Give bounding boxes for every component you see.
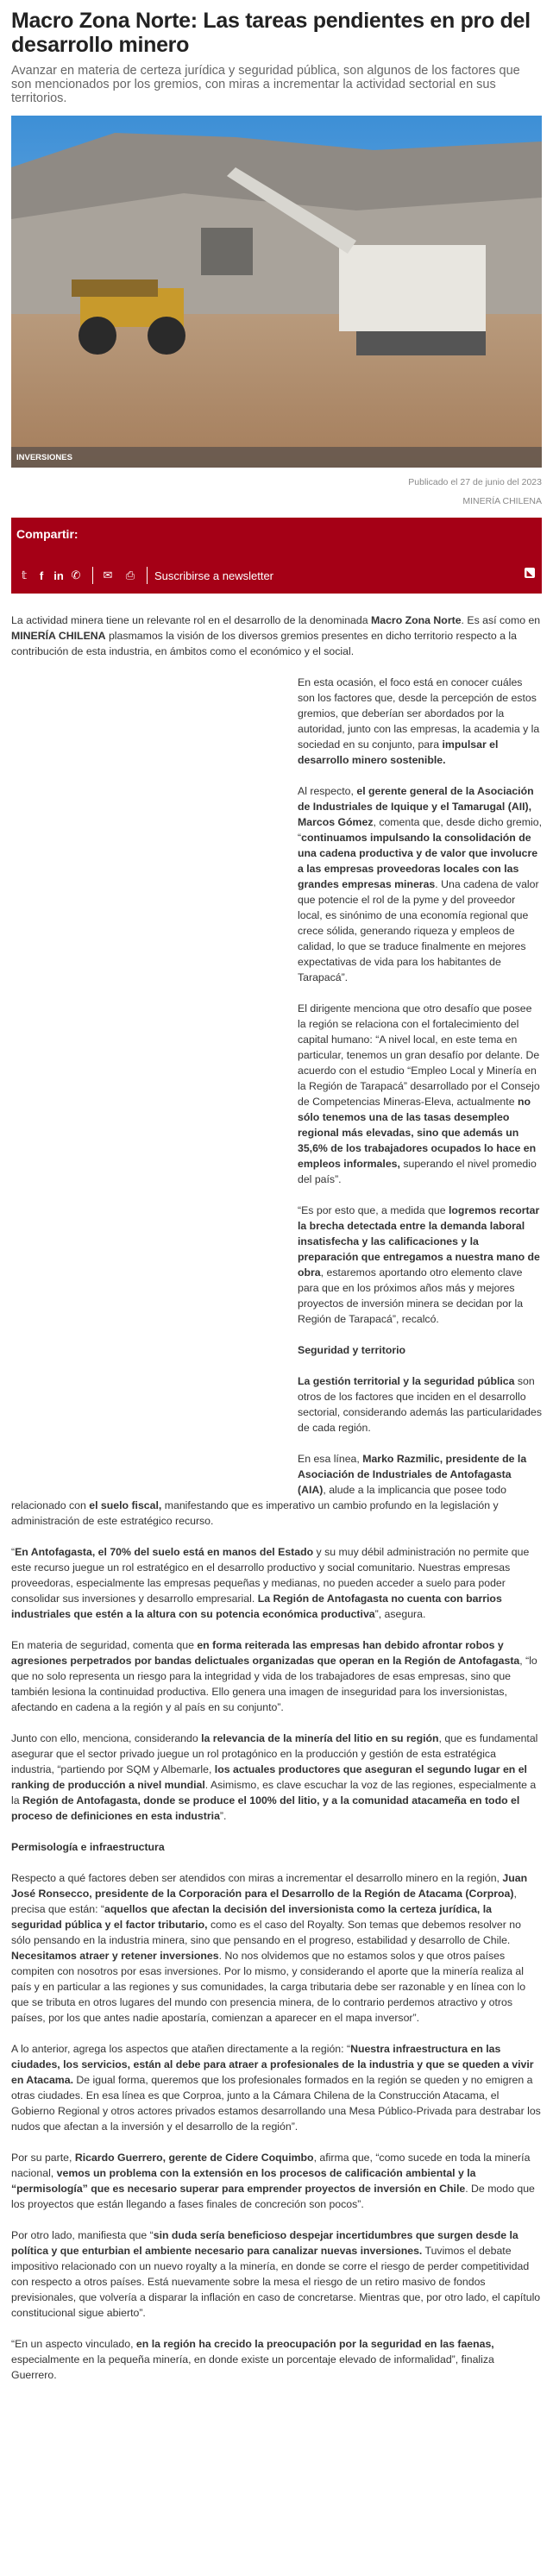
text: . Asimismo, es clave escuchar la voz de las regiones, especialmente a la [11, 1779, 537, 1806]
text: Permisología e infraestructura [11, 1841, 165, 1853]
text: , estaremos aportando otro elemento clave para que en los próximos años más y mejores proyectos de inversión minera se decidan por la Región de Tarapacá”, recalcó. [298, 1266, 524, 1325]
bold-text: Marko Razmilic, presidente de la Asociación de Industriales de Antofagasta (AIA) [298, 1453, 527, 1496]
text: Seguridad y territorio [298, 1344, 406, 1356]
hero-image [11, 116, 542, 468]
article-paragraph [11, 2041, 542, 2134]
text: , alude a la implicancia que posee todo relacionado con [11, 1484, 506, 1511]
bold-text: Región de Antofagasta, donde se produce el 100% del litio, y a la comunidad atacameña en todo el proceso de definiciones en esta industria [11, 1794, 520, 1822]
bold-text: La gestión territorial y la seguridad pública [298, 1375, 515, 1387]
text: De igual forma, queremos que los profesionales formados en la región se queden y no emigren a otras ciudades. En esa línea es que Corproa, junto a la Cámara Chilena de la Construcción Atacama, el Gobierno Regional y otros actores privados estamos desarrollando una Mesa Público-Privada para destrabar los nudos que afectan a la inversión y el desarrollo de la región”. [11, 2074, 541, 2133]
bold-text: Nuestra infraestructura en las ciudades, los servicios, están al debe para atraer a profesionales de la industria y que se queden a vivir en Atacama. [11, 2043, 534, 2086]
text: Por otro lado, manifiesta que “ [11, 2229, 154, 2241]
text: En materia de seguridad, comenta que [11, 1639, 198, 1651]
bold-text: el suelo fiscal, [89, 1499, 162, 1511]
section-heading [11, 1839, 542, 1855]
category-label[interactable]: INVERSIONES [11, 447, 542, 468]
bold-text: Juan José Ronsecco, presidente de la Corporación para el Desarrollo de la Región de Atacama (Corproa) [11, 1872, 528, 1900]
share-bar [11, 518, 542, 594]
text: ”. [219, 1810, 227, 1822]
text: “ [11, 1546, 16, 1558]
text: manifestando que es imperativo un cambio profundo en la legislación y administración de este estratégico recurso. [11, 1499, 499, 1527]
article-page [0, 9, 553, 2383]
bold-text: no sólo tenemos una de las tasas desempleo regional más elevadas, sino que además un 35,6% de los trabajadores ocupados lo hace en empleos informales, [298, 1096, 537, 1170]
article-meta [11, 473, 542, 511]
bold-text: Necesitamos atraer y retener inversiones [11, 1950, 219, 1962]
text: Por su parte, [11, 2152, 75, 2164]
text: En esta ocasión, el foco está en conocer cuáles son los factores que, desde la percepción de estos gremios, que deberían ser abordados por la autoridad, junto con las empresas, la academia y la sociedad en su conjunto, para [298, 676, 540, 751]
bold-text: aquellos que afectan la decisión del inversionista como la certeza jurídica, la seguridad pública y el factor tributario, [11, 1903, 493, 1931]
text: ”, asegura. [374, 1608, 426, 1620]
article-paragraph [11, 2150, 542, 2212]
text: En esa línea, [298, 1453, 363, 1465]
email-icon[interactable]: ✉ [103, 569, 113, 581]
article-paragraph [11, 1870, 542, 2026]
text: superando el nivel promedio del país”. [298, 1158, 537, 1185]
bold-text: impulsar el desarrollo minero sostenible. [298, 738, 499, 766]
source-label: MINERÍA CHILENA [462, 496, 542, 506]
article-body [11, 613, 542, 2383]
text: y su muy débil administración no permite que este recurso juegue un rol estratégico en el desarrollo productivo y social comunitario. Nuestras empresas proveedoras, especialmente las empresas pequeñas y medianas, no pueden acceder a suelo para poder consolidar sus inversiones y desarrollo empresarial. [11, 1546, 530, 1605]
text: Respecto a qué factores deben ser atendidos con miras a incrementar el desarrollo minero en la región, [11, 1872, 503, 1884]
bold-text: en la región ha crecido la preocupación por la seguridad en las faenas, [135, 2338, 494, 2350]
mining-photo [11, 116, 542, 468]
facebook-icon[interactable]: f [39, 569, 44, 582]
rss-icon[interactable]: ◣ [525, 568, 535, 578]
bold-text: En Antofagasta, el 70% del suelo está en manos del Estado [15, 1546, 314, 1558]
bold-text: en forma reiterada las empresas han debido afrontar robos y agresiones perpetrados por bandas delictuales organizadas que operan en la Región de Antofagasta [11, 1639, 520, 1667]
bold-text: Macro Zona Norte [371, 614, 462, 626]
text: Al respecto, [298, 785, 357, 797]
text: . Una cadena de valor que potencie el rol de la pyme y del proveedor local, es sinónimo de una economía regional que crece sólida, generando riqueza y empleos de calidad, lo que se traduce finalmente en mejores expectativas de vida para los habitantes de Tarapacá”. [298, 878, 539, 983]
text: , que es fundamental asegurar que el sector privado juegue un rol protagónico en la producción y gestión de esta estratégica industria, “partiendo por SQM y Albemarle, [11, 1732, 538, 1775]
bold-text: sin duda sería beneficioso despejar incertidumbres que surgen desde la política y que enturbian el ambiente necesario para canalizar nuevas inversiones. [11, 2229, 518, 2257]
text: como es el caso del Royalty. Son temas que debemos resolver no sólo pensando en la industria minera, sino que pensando en el progreso, estabilidad y desarrollo de Chile. [11, 1919, 521, 1946]
text: Tuvimos el debate impositivo relacionado con un nuevo royalty a la minería, en donde se corre el riesgo de perder competitividad con respecto a otros países. Está nuevamente sobre la mesa el riesgo de un retiro masivo de fondos previsionales, que volvería a disparar la inflación en caso de concretarse. Mientras que, por otro lado, el capítulo constitucional sigue abierto”. [11, 2245, 541, 2319]
text: El dirigente menciona que otro desafío que posee la región se relaciona con el fortalecimiento del capital humano: “A nivel local, en este tema en particular, tenemos un gran desafío por delante. De acuerdo con el estudio “Empleo Local y Minería en la Región de Tarapacá” desarrollado por el Consejo de Competencias Mineras-Eleva, actualmente [298, 1002, 540, 1108]
article-paragraph [11, 1544, 542, 1622]
bold-text: MINERÍA CHILENA [11, 630, 106, 642]
text: . Es así como en [461, 614, 541, 626]
divider [147, 567, 148, 584]
article-paragraph [11, 2227, 542, 2321]
bold-text: La Región de Antofagasta no cuenta con barrios industriales que estén a la altura con su potencia económica productiva [11, 1593, 502, 1620]
bold-text: vemos un problema con la extensión en los procesos de calificación ambiental y la “permisología” que es necesario superar para emprender proyectos de inversión en Chile [11, 2167, 476, 2195]
text: . De modo que los proyectos que están llegando a fases finales de concreción son pocos”. [11, 2183, 535, 2210]
bold-text: logremos recortar la brecha detectada entre la demanda laboral insatisfecha y las calificaciones y la preparación que entregamos a nuestra mano de obra [298, 1204, 540, 1279]
text: . No nos olvidemos que no estamos solos y que otros países compiten con nosotros por esas inversiones. Por lo mismo, y considerando el aporte que la minería realiza al país y en particular a las regiones y sus comunidades, la carga tributaria debe ser razonable y en línea con lo que se tributa en otros lugares del mundo con presencia minera, de lo contrario perdemos atractivo y otros países, por los que antes nadie apostaría, comienzan a aparecer en el mapa inversor”. [11, 1950, 526, 2024]
text: , “lo que no solo representa un riesgo para la integridad y vida de los trabajadores de esas empresas, sino que también lesiona la continuidad productiva. Ello genera una imagen de inseguridad para los inversionistas, afectando en cadena a la región y al país en su conjunto”. [11, 1655, 537, 1713]
text: “En un aspecto vinculado, [11, 2338, 136, 2350]
text: Junto con ello, menciona, considerando [11, 1732, 202, 1744]
text: “Es por esto que, a medida que [298, 1204, 449, 1216]
bold-text: continuamos impulsando la consolidación de una cadena productiva y de valor que involucre a las empresas proveedoras locales con las grandes empresas mineras [298, 832, 538, 890]
bold-text: el gerente general de la Asociación de Industriales de Iquique y el Tamarugal (AII), Marcos Gómez [298, 785, 534, 828]
text: especialmente en la pequeña minería, en donde existe un porcentaje elevado de informalidad”, finaliza Guerrero. [11, 2353, 494, 2381]
text: La actividad minera tiene un relevante rol en el desarrollo de la denominada [11, 614, 371, 626]
text: , precisa que están: “ [11, 1888, 517, 1915]
newsletter-link[interactable]: Suscribirse a newsletter [154, 569, 273, 582]
text: plasmamos la visión de los diversos gremios presentes en dicho territorio respecto a la contribución de esta industria, en ámbitos como el económico y el social. [11, 630, 517, 657]
text: , comenta que, desde dicho gremio, “ [298, 816, 542, 844]
share-label: Compartir: [16, 527, 79, 541]
publish-date: Publicado el 27 de junio del 2023 [408, 477, 542, 487]
text: A lo anterior, agrega los aspectos que atañen directamente a la región: “ [11, 2043, 351, 2055]
ad-space [11, 675, 298, 1498]
whatsapp-icon[interactable]: ✆ [71, 569, 81, 581]
bold-text: Ricardo Guerrero, gerente de Cidere Coquimbo [74, 2152, 314, 2164]
article-paragraph [11, 1637, 542, 1715]
bold-text: los actuales productores que aseguran el segundo lugar en el ranking de producción a nivel mundial [11, 1763, 527, 1791]
article-title: Macro Zona Norte: Las tareas pendientes en pro del desarrollo minero [11, 9, 531, 57]
text: , afirma que, “como sucede en toda la minería nacional, [11, 2152, 531, 2179]
article-paragraph [11, 613, 542, 659]
bold-text: la relevancia de la minería del litio en su región [201, 1732, 439, 1744]
divider [92, 567, 93, 584]
article-paragraph [11, 2336, 542, 2383]
text: son otros de los factores que inciden en el desarrollo sectorial, considerando además las particularidades de cada región. [298, 1375, 542, 1434]
twitter-icon[interactable]: 𝕥 [21, 569, 28, 581]
linkedin-icon[interactable]: in [53, 569, 64, 582]
print-icon[interactable]: ⎙ [125, 569, 135, 581]
article-subtitle: Avanzar en materia de certeza jurídica y seguridad pública, son algunos de los factores que son mencionados por los gremios, con miras a incrementar la actividad sectorial en sus territorios. [11, 64, 520, 105]
article-paragraph [11, 1731, 542, 1824]
